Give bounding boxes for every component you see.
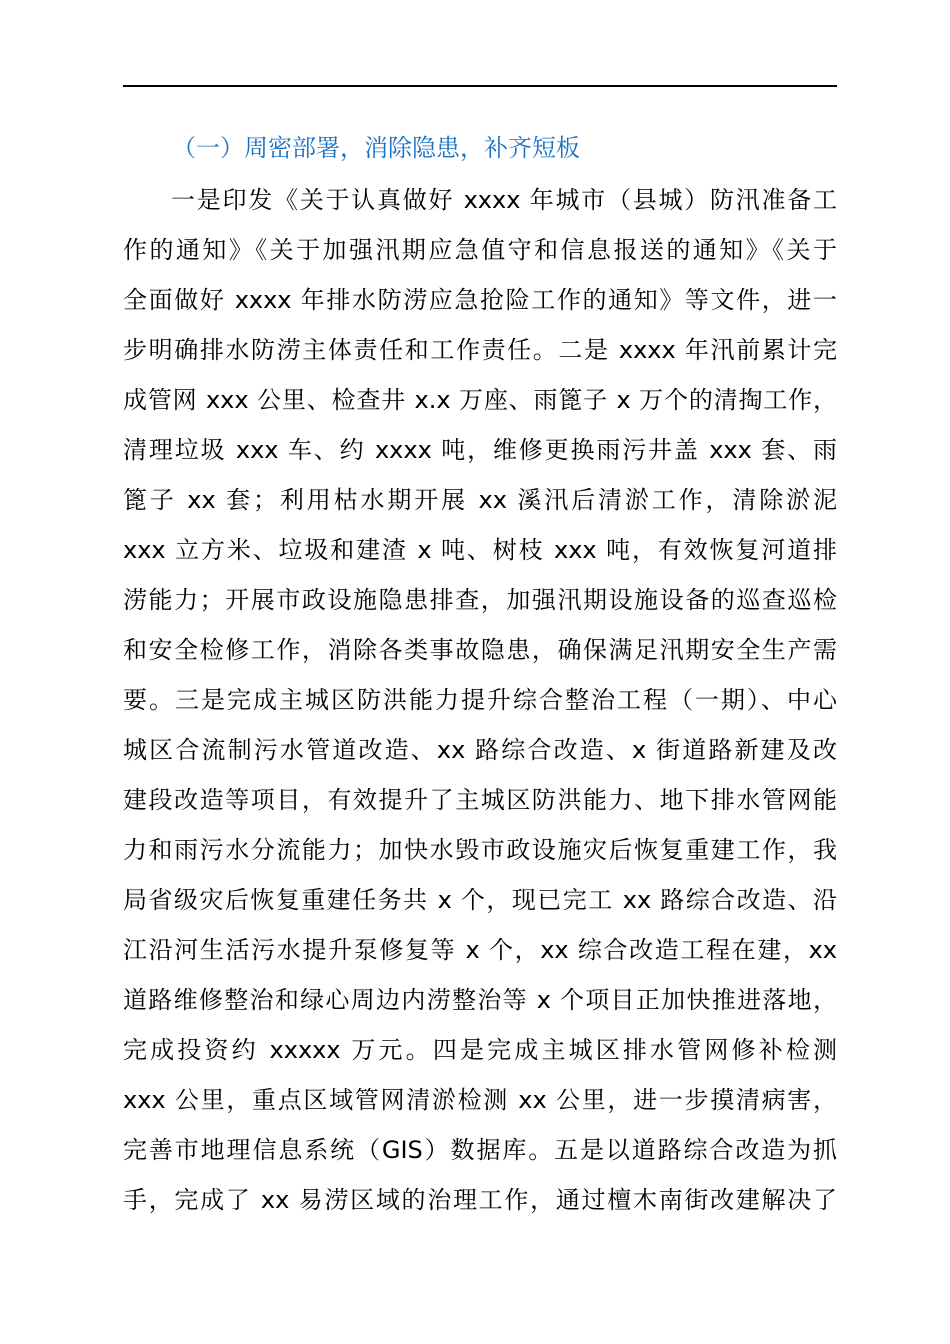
body-paragraph (123, 175, 837, 1225)
paragraph-line: 要。三是完成主城区防洪能力提升综合整治工程（一期）、中心 (123, 686, 837, 714)
paragraph-line: xxx 立方米、垃圾和建渣 x 吨、树枝 xxx 吨，有效恢复河道排 (123, 536, 837, 564)
paragraph-line: 和安全检修工作，消除各类事故隐患，确保满足汛期安全生产需 (123, 636, 837, 664)
section-heading: （一）周密部署，消除隐患，补齐短板 (172, 134, 580, 162)
paragraph-line: 完成投资约 xxxxx 万元。四是完成主城区排水管网修补检测 (123, 1036, 837, 1064)
paragraph-line: 城区合流制污水管道改造、xx 路综合改造、x 街道路新建及改 (123, 736, 837, 764)
paragraph-line: 篦子 xx 套；利用枯水期开展 xx 溪汛后清淤工作，清除淤泥 (123, 486, 837, 514)
paragraph-line: xxx 公里，重点区域管网清淤检测 xx 公里，进一步摸清病害， (123, 1086, 837, 1114)
paragraph-line: 步明确排水防涝主体责任和工作责任。二是 xxxx 年汛前累计完 (123, 336, 837, 364)
paragraph-line: 涝能力；开展市政设施隐患排查，加强汛期设施设备的巡查巡检 (123, 586, 837, 614)
paragraph-line: 力和雨污水分流能力；加快水毁市政设施灾后恢复重建工作，我 (123, 836, 837, 864)
paragraph-line: 局省级灾后恢复重建任务共 x 个，现已完工 xx 路综合改造、沿 (123, 886, 837, 914)
paragraph-line: 成管网 xxx 公里、检查井 x.x 万座、雨篦子 x 万个的清掏工作， (123, 386, 837, 414)
paragraph-line: 建段改造等项目，有效提升了主城区防洪能力、地下排水管网能 (123, 786, 837, 814)
paragraph-line: 一是印发《关于认真做好 xxxx 年城市（县城）防汛准备工 (171, 186, 837, 214)
header-rule (123, 85, 837, 87)
paragraph-line: 全面做好 xxxx 年排水防涝应急抢险工作的通知》等文件，进一 (123, 286, 837, 314)
paragraph-line: 清理垃圾 xxx 车、约 xxxx 吨，维修更换雨污井盖 xxx 套、雨 (123, 436, 837, 464)
paragraph-line: 作的通知》《关于加强汛期应急值守和信息报送的通知》《关于 (123, 236, 837, 264)
paragraph-line: 江沿河生活污水提升泵修复等 x 个，xx 综合改造工程在建，xx (123, 936, 837, 964)
paragraph-line: 手，完成了 xx 易涝区域的治理工作，通过檀木南街改建解决了 (123, 1186, 837, 1214)
paragraph-line: 完善市地理信息系统（GIS）数据库。五是以道路综合改造为抓 (123, 1136, 837, 1164)
paragraph-line: 道路维修整治和绿心周边内涝整治等 x 个项目正加快推进落地， (123, 986, 837, 1014)
